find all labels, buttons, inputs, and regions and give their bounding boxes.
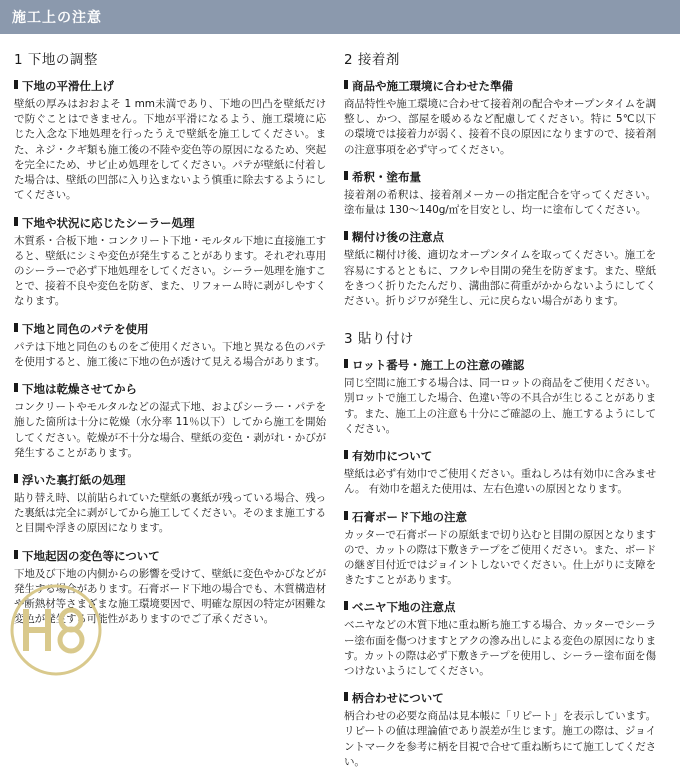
subsection-heading bbox=[344, 599, 656, 615]
subsection-title: 下地起因の変色等について bbox=[22, 548, 160, 563]
bullet-icon bbox=[14, 323, 18, 332]
subsection-heading bbox=[344, 357, 656, 373]
subsection-title: 有効巾について bbox=[352, 449, 433, 464]
body-paragraph: 接着剤の希釈は、接着剤メーカーの指定配合を守ってください。 塗布量は 130〜140g/㎡を目安とし、均一に塗布してください。 bbox=[344, 188, 656, 217]
subsection-heading bbox=[344, 229, 656, 245]
body-paragraph: ベニヤなどの木質下地に重ね断ち施工する場合、カッターでシーラー塗布面を傷つけますとアクの滲み出しによる変色の原因になります。カットの際は必ず下敷きテープを使用し、シーラー塗布面を傷つけないようにしてください。 bbox=[344, 619, 656, 678]
subsection-title: 石膏ボード下地の注意 bbox=[352, 509, 467, 524]
bullet-icon bbox=[344, 601, 348, 610]
content-block bbox=[344, 690, 656, 770]
content-block bbox=[344, 78, 656, 158]
section-title-1: 1 下地の調整 bbox=[14, 52, 98, 68]
bullet-icon bbox=[344, 359, 348, 368]
subsection-title: 浮いた裏打紙の処理 bbox=[22, 472, 126, 487]
subsection-heading bbox=[14, 548, 326, 564]
subsection-heading bbox=[14, 78, 326, 94]
content-block bbox=[14, 321, 326, 370]
page-header bbox=[0, 0, 680, 34]
content-columns bbox=[0, 34, 680, 781]
page-title: 施工上の注意 bbox=[12, 10, 102, 26]
subsection-title: 下地の平滑仕上げ bbox=[22, 79, 114, 93]
left-column bbox=[14, 48, 326, 781]
content-block bbox=[344, 509, 656, 589]
subsection-heading bbox=[344, 169, 656, 185]
content-block bbox=[14, 548, 326, 628]
subsection-heading bbox=[14, 215, 326, 231]
bullet-icon bbox=[14, 80, 18, 89]
content-block bbox=[344, 357, 656, 437]
body-paragraph: 下地及び下地の内側からの影響を受けて、壁紙に変色やかびなどが発生する場合があります。石膏ボード下地の場合でも、木質構造材や断熱材等さまざまな施工環境要因で、明確な原因の特定が困難な変色が発生する可能性がありますのでご了承ください。 bbox=[14, 567, 326, 626]
subsection-title: 下地や状況に応じたシーラー処理 bbox=[22, 215, 195, 230]
body-paragraph: 商品特性や施工環境に合わせて接着剤の配合やオープンタイムを調整し、かつ、部屋を暖めるなど配慮してください。特に 5℃以下の環境では接着力が弱く、接着不良の原因になりますので、接着剤の注意事項を必ず守ってください。 bbox=[344, 98, 656, 156]
section-title-3: 3 貼り付け bbox=[344, 331, 414, 348]
subsection-heading bbox=[14, 381, 326, 397]
bullet-icon bbox=[14, 383, 18, 392]
subsection-heading bbox=[344, 690, 656, 706]
subsection-title: 下地は乾燥させてから bbox=[22, 382, 137, 397]
bullet-icon bbox=[344, 692, 348, 701]
subsection-heading bbox=[14, 472, 326, 488]
bullet-icon bbox=[344, 231, 348, 240]
content-block bbox=[344, 448, 656, 497]
subsection-heading bbox=[344, 509, 656, 525]
content-block bbox=[14, 381, 326, 461]
subsection-title: 希釈・塗布量 bbox=[352, 169, 421, 184]
content-block bbox=[14, 215, 326, 310]
subsection-title: ロット番号・施工上の注意の確認 bbox=[352, 358, 525, 373]
subsection-title: ベニヤ下地の注意点 bbox=[352, 600, 456, 615]
body-paragraph: カッターで石膏ボードの原紙まで切り込むと目開の原因となりますので、カットの際は下敷きテープをご使用ください。また、ボードの継ぎ目付近ではジョイントしないでください。仕上がりに支障をきたすことがあります。 bbox=[344, 528, 656, 587]
body-paragraph: 壁紙の厚みはおおよそ 1 mm未満であり、下地の凹凸を壁紙だけで防ぐことはできません。下地が平滑になるよう、施工環境に応じた入念な下地処理を行ったうえで壁紙を施工してください。また、ネジ・クギ類も施工後の不陸や変色等の原因になるため、突起を完全にため、サビ止め処理をしてください。パテが壁紙に付着した場合は、壁紙の凹部に入り込まないよう慎重に除去するようにしてください。 bbox=[14, 98, 326, 202]
content-block bbox=[344, 599, 656, 679]
subsection-heading bbox=[14, 321, 326, 337]
body-paragraph: 壁紙は必ず有効巾でご使用ください。重ねしろは有効巾に含みません。 有効巾を超えた使用は、左右色違いの原因となります。 bbox=[344, 468, 656, 496]
subsection-title: 下地と同色のパテを使用 bbox=[22, 321, 149, 336]
content-block bbox=[14, 78, 326, 204]
content-block bbox=[344, 169, 656, 218]
body-paragraph: 柄合わせの必要な商品は見本帳に「リピート」を表示しています。 リピートの値は理論値であり誤差が生じます。施工の際は、ジョイントマークを参考に柄を目視で合せて重ね断ちにて施工してください。 bbox=[344, 710, 656, 768]
bullet-icon bbox=[344, 80, 348, 89]
subsection-title: 商品や施工環境に合わせた準備 bbox=[352, 79, 513, 93]
content-block bbox=[14, 472, 326, 537]
subsection-title: 糊付け後の注意点 bbox=[352, 230, 444, 245]
bullet-icon bbox=[344, 171, 348, 180]
body-paragraph: 壁紙に糊付け後、適切なオープンタイムを取ってください。施工を容易にするとともに、フクレや目開の発生を防ぎます。また、壁紙をきつく折りたたんだり、溝曲部に荷重がかからないようにしてください。折りジワが発生し、元に戻らない場合があります。 bbox=[344, 249, 656, 307]
section-title-2: 2 接着剤 bbox=[344, 52, 400, 68]
body-paragraph: 貼り替え時、以前貼られていた壁紙の裏紙が残っている場合、残った裏紙は完全に剥がしてから施工してください。そのまま施工すると目開や浮きの原因になります。 bbox=[14, 491, 326, 535]
bullet-icon bbox=[14, 217, 18, 226]
bullet-icon bbox=[344, 450, 348, 459]
body-paragraph: コンクリートやモルタルなどの湿式下地、およびシーラー・パテを施した箇所は十分に乾燥（水分率 11％以下）してから施工を開始してください。乾燥が不十分な場合、壁紙の変色・剥がれ・かびが発生することがあります。 bbox=[14, 401, 326, 459]
subsection-title: 柄合わせについて bbox=[352, 691, 444, 706]
body-paragraph: パテは下地と同色のものをご使用ください。下地と異なる色のパテを使用すると、施工後に下地の色が透けて見える場合があります。 bbox=[14, 340, 326, 368]
body-paragraph: 同じ空間に施工する場合は、同一ロットの商品をご使用ください。別ロットで施工した場合、色違い等の不具合が生じることがあります。また、施工上の注意も十分にご確認の上、施工するようにしてください。 bbox=[344, 377, 656, 435]
bullet-icon bbox=[14, 474, 18, 483]
body-paragraph: 木質系・合板下地・コンクリート下地・モルタル下地に直接施工すると、壁紙にシミや変色が発生することがあります。それぞれ専用のシーラーで必ず下地処理をしてください。シーラー処理を施すことで、接着不良や変色を防ぎ、また、リフォーム時に剥がしやすくなります。 bbox=[14, 234, 326, 308]
right-column bbox=[344, 48, 656, 781]
bullet-icon bbox=[14, 550, 18, 559]
bullet-icon bbox=[344, 511, 348, 520]
subsection-heading bbox=[344, 78, 656, 94]
subsection-heading bbox=[344, 448, 656, 464]
content-block bbox=[344, 229, 656, 309]
